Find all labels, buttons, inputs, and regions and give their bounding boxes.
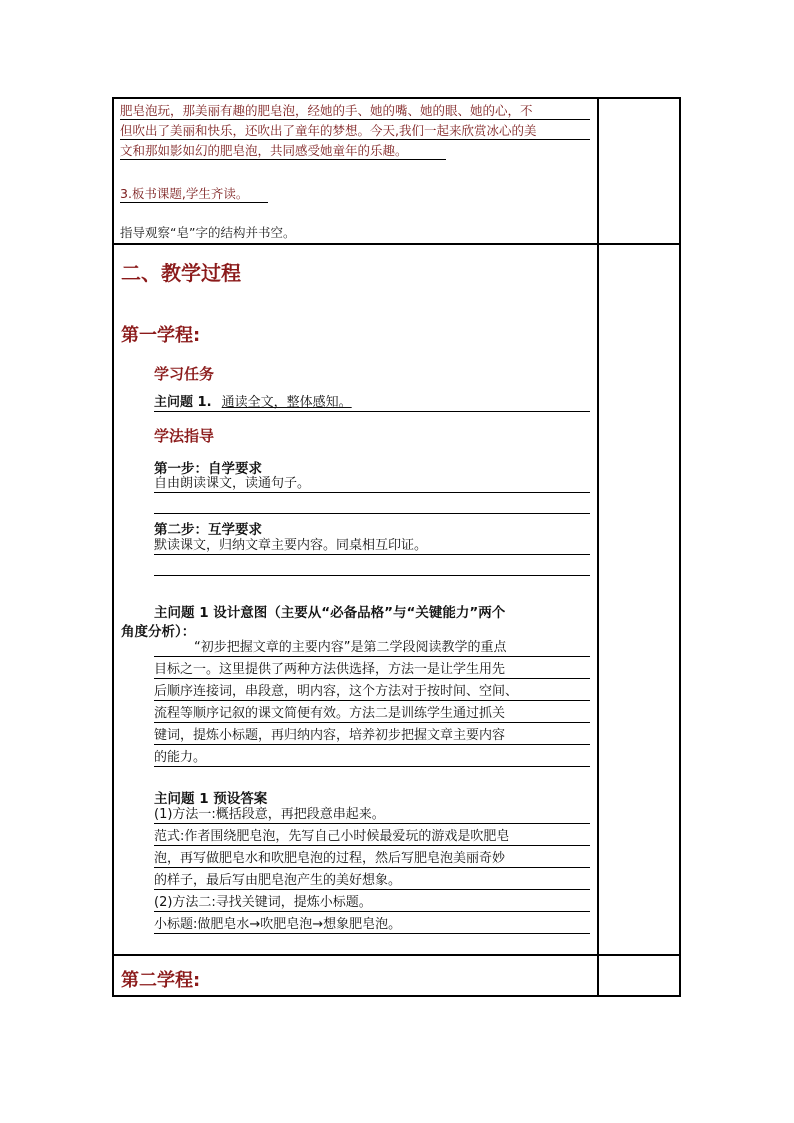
intro-cell (114, 99, 596, 243)
design-line: 键词，提炼小标题，再归纳内容，培养初步把握文章主要内容 (154, 727, 590, 745)
design-heading-cont: 角度分析）： (121, 624, 196, 640)
column-divider (597, 99, 599, 995)
stage2-title: 第二学程: (121, 970, 201, 991)
main-question-label: 主问题 1. (154, 395, 212, 410)
intro-line: 肥皂泡玩，那美丽有趣的肥皂泡，经她的手、她的嘴、她的眼、她的心，不 (120, 102, 590, 120)
step1-heading: 第一步：自学要求 (154, 461, 262, 477)
main-question-line (154, 394, 590, 412)
answer-line: 范式:作者围绕肥皂泡，先写自己小时候最爱玩的游戏是吹肥皂 (154, 828, 590, 846)
method-heading: 学法指导 (154, 427, 215, 445)
answer-line: (1)方法一:概括段意，再把段意串起来。 (154, 806, 590, 824)
process-cell (114, 245, 596, 954)
answer-line: 泡，再写做肥皂水和吹肥皂泡的过程，然后写肥皂泡美丽奇妙 (154, 850, 590, 868)
step2-text: 默读课文，归纳文章主要内容。同桌相互印证。 (154, 537, 590, 555)
design-line: 目标之一。这里提供了两种方法供选择，方法一是让学生用先 (154, 661, 590, 679)
section-title: 二、教学过程 (121, 261, 241, 285)
step2-heading: 第二步：互学要求 (154, 522, 262, 538)
intro-line: 文和那如影如幻的肥皂泡，共同感受她童年的乐趣。 (120, 142, 446, 160)
design-line: 后顺序连接词，串段意，明内容，这个方法对于按时间、空间、 (154, 683, 590, 701)
guide-line: 指导观察“皂”字的结构并书空。 (120, 225, 296, 240)
stage-title: 第一学程: (121, 325, 201, 346)
answer-heading: 主问题 1 预设答案 (154, 791, 268, 807)
design-line: 流程等顺序记叙的课文简便有效。方法二是训练学生通过抓关 (154, 705, 590, 723)
answer-line: (2)方法二:寻找关键词，提炼小标题。 (154, 894, 590, 912)
design-line: 的能力。 (154, 749, 590, 767)
design-heading: 主问题 1 设计意图（主要从“必备品格”与“关键能力”两个 (154, 605, 506, 621)
lesson-plan-table (112, 97, 681, 997)
design-line: “初步把握文章的主要内容”是第二学段阅读教学的重点 (154, 639, 590, 657)
blank-answer-line (154, 512, 590, 514)
main-question-text: 通读全文，整体感知。 (221, 395, 352, 410)
stage2-cell (114, 956, 596, 997)
answer-line: 小标题:做肥皂水→吹肥皂泡→想象肥皂泡。 (154, 916, 590, 934)
task-heading: 学习任务 (154, 365, 215, 383)
intro-line: 但吹出了美丽和快乐，还吹出了童年的梦想。今天,我们一起来欣赏冰心的美 (120, 122, 590, 140)
blank-answer-line (154, 574, 590, 576)
answer-line: 的样子，最后写由肥皂泡产生的美好想象。 (154, 872, 590, 890)
step1-text: 自由朗读课文，读通句子。 (154, 475, 590, 493)
board-title-line: 3.板书课题,学生齐读。 (120, 185, 268, 203)
